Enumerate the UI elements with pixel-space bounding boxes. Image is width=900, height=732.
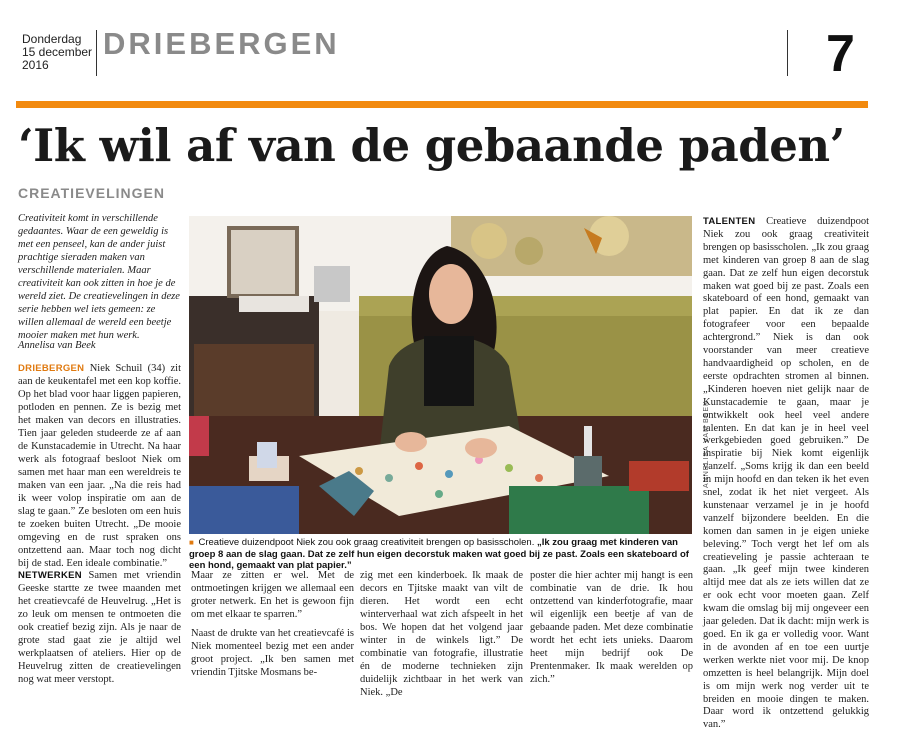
body-text-4: poster die hier achter mij hangt is een combinatie van de drie. Ik hou ontzettend van kinderfotografie, maar wil eigenlijk een beetje af van de gebaande paden. Met deze combinatie wordt het echt iets unieks. Daarom heet mijn bedrijf ook De Prentenmaker. Ik maak werelden op zich.” <box>530 570 693 685</box>
page-number: 7 <box>826 25 855 83</box>
article-photo <box>189 216 692 534</box>
body-column-1b <box>18 569 181 686</box>
section-title: DRIEBERGEN <box>103 26 340 61</box>
body-text-5: Creatieve duizendpoot Niek zou ook graag creativiteit brengen op basisscholen. „Ik zou graag met kinderen van groep 8 aan de slag gaan. Dat ze zelf hun eigen decorstuk maken wat goed bij ze past. Zoals een skateboard of een hond, gemaakt van plat papier. En dat ik ze dan fotografeer voor een bepaalde achtergrond.” Niek is dan ook voorstander van meer creatieve handvaardigheid op scholen, en de eerste opdrachten stromen al binnen. „Kinderen hoeven niet gelijk naar de Kunstacademie te gaan, maar je ontwikkelt ook heel veel andere talenten. En dat kan je in heel veel werkgebieden goed gebruiken.” De inspiratie bij Niek komt eigenlijk vanzelf. „Soms krijg ik dan een beeld in mijn hoofd en dan teken ik het even snel, zodat ik het niet vergeet. Als kunstenaar verzamel je in je hoofd vanzelf bijzondere beelden. En die komen dan samen in je eigen unieke beleving.” Toch vergt het lef om als creatieveling je passie achteraan te gaan. „Ik geef mijn twee kinderen altijd mee dat als ze iets willen dat ze er ook echt voor moeten gaan. Zelf kwam die omslag bij mij ongeveer een jaar geleden. Dat ik dacht: mijn werk is goed. En ik ga er volledig voor. Want in de avonden af en toe een uurtje werken werkte niet voor mij. De knop omzetten is heel belangrijk. Mijn doel is om mijn werk nog verder uit te breiden en mooie dingen te maken. Daar word ik ontzettend gelukkig van.” <box>703 216 869 731</box>
issue-year: 2016 <box>22 58 49 72</box>
body-text-2: Maar ze zitten er wel. Met de ontmoetingen krijgen we allemaal een groter netwerk. En het is gewoon fijn om met elkaar te sparren.” <box>191 570 354 620</box>
author-byline: Annelisa van Beek <box>18 340 96 351</box>
body-column-1 <box>18 362 181 570</box>
intro-text: Creativiteit komt in verschillende gedaantes. Waar de een geweldig is met een penseel, kan de ander juist prachtige sieraden maken van verschillende materialen. Maar creativiteit kan ook zitten in hoe je de wereld ziet. De creatievelingen in deze serie hebben wel iets gemeen: ze willen allemaal de wereld een beetje mooier maken met hun werk. <box>18 213 180 341</box>
body-text-1b: Samen met vriendin Geeske startte ze twee maanden met het creatievcafé de Heuvelrug. „Het is zo leuk om mensen te ontmoeten die ook creatief bezig zijn. Als je naar de grote stad gaat zie je altijd wel werkplaatsen of ateliers. Hier op de Heuvelrug zitten de creatievelingen nog wat meer verstopt. <box>18 570 181 685</box>
issue-date <box>22 33 92 72</box>
body-text-3: zig met een kinderboek. Ik maak de decors en Tjitske maakt van vilt de dieren. Het wordt een echt winterverhaal wat zich afspeelt in het bos. We hopen dat het volgend jaar winter in de winkels ligt.” De combinatie van fotografie, illustratie én de moderne technieken zijn duidelijk zichtbaar in het werk van Niek. „De <box>360 570 523 698</box>
body-column-4 <box>530 569 693 686</box>
kicker: CREATIEVELINGEN <box>18 185 165 201</box>
subhead-talenten: TALENTEN <box>703 216 756 227</box>
subhead-netwerken: NETWERKEN <box>18 570 82 581</box>
body-text-2b: Naast de drukte van het creatievcafé is Niek momenteel bezig met een ander groot project. „Ik ben samen met vriendin Tjitske Mosmans be- <box>191 628 354 678</box>
issue-date-text: 15 december <box>22 45 93 59</box>
body-column-2 <box>191 569 354 679</box>
body-column-5 <box>703 216 869 732</box>
caption-text: Creatieve duizendpoot Niek zou ook graag creativiteit brengen op basisscholen. <box>198 537 535 548</box>
caption-marker-icon: ■ <box>189 538 194 547</box>
issue-day: Donderdag <box>22 32 82 46</box>
headline: ‘Ik wil af van de gebaande paden’ <box>18 119 845 172</box>
header-divider-right <box>787 30 788 76</box>
photo-credit: ANNELISA VAN BEEK <box>703 400 710 488</box>
body-text-1: Niek Schuil (34) zit aan de keukentafel met een kop koffie. Op het blad voor haar liggen papieren, potloden en pennen. Ze is bezig met het maken van decors en illustraties. Tien jaar geleden studeerde ze af aan de Kunstacademie in Utrecht. Na haar werk als fotograaf besloot Niek om samen met haar man een wereldreis te maken van een jaar. „Na die reis had ik weer volop inspiratie om aan de slag te gaan.” Ze besloten om een huis te zoeken buiten Utrecht. „De mooie omgeving en de rust spraken ons ontzettend aan. Maar toch nog dicht bij de stad. Een ideale combinatie.” <box>18 363 182 569</box>
accent-bar <box>16 101 868 108</box>
photo-caption <box>189 537 699 572</box>
caption-quote: „Ik zou graag met kinderen van groep 8 aan de slag gaan. Dat ze zelf hun eigen decorstuk maken wat goed bij ze past. Zoals een skateboard of een hond, gemaakt van plat papier.” <box>189 537 689 571</box>
dateline: DRIEBERGEN <box>18 363 85 374</box>
header-divider-left <box>96 30 97 76</box>
body-column-3 <box>360 569 523 699</box>
photo-illustration <box>189 216 692 534</box>
